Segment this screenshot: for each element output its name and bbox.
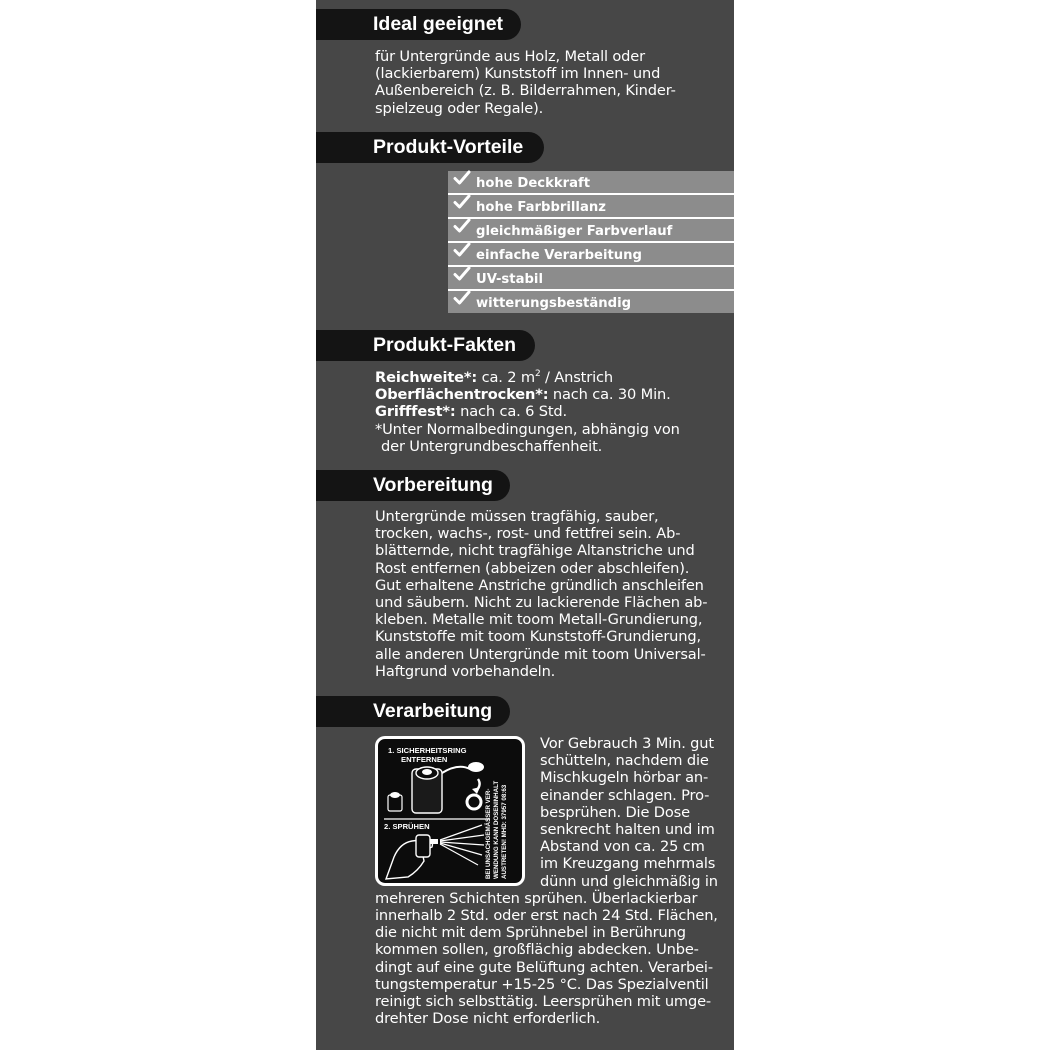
ideal-text xyxy=(375,48,676,117)
fact-reichweite xyxy=(375,369,680,386)
text-line: die nicht mit dem Sprühnebel in Berührung xyxy=(375,924,686,942)
check-icon xyxy=(453,217,471,235)
benefit-item xyxy=(448,267,734,291)
benefit-item xyxy=(448,291,734,313)
fact-label: Grifffest*: xyxy=(375,403,456,421)
warning-line: WENDUNG KANN DOSENINHALT xyxy=(493,780,500,879)
benefit-item xyxy=(448,219,734,243)
text-line: Gut erhaltene Anstriche gründlich anschleifen xyxy=(375,576,704,594)
benefit-label: hohe Farbbrillanz xyxy=(476,200,606,215)
section-header-verarbeitung: Verarbeitung xyxy=(316,696,510,727)
text-line: Haftgrund vorbehandeln. xyxy=(375,662,556,680)
text-line: und säubern. Nicht zu lackierende Flächen ab- xyxy=(375,594,708,612)
fact-oberflaeche xyxy=(375,386,680,403)
text-line: schütteln, nachdem die xyxy=(540,752,709,770)
text-line: tungstemperatur +15-25 °C. Das Spezialventil xyxy=(375,975,709,993)
text-line: dünn und gleichmäßig in xyxy=(540,872,718,890)
check-icon xyxy=(453,265,471,283)
text-line: trocken, wachs-, rost- und fettfrei sein. Ab- xyxy=(375,525,681,543)
section-header-ideal: Ideal geeignet xyxy=(316,9,521,40)
fact-label: Oberflächentrocken*: xyxy=(375,386,549,404)
text-line: Vor Gebrauch 3 Min. gut xyxy=(540,735,714,752)
benefit-label: witterungsbeständig xyxy=(476,296,632,311)
text-line: kleben. Metalle mit toom Metall-Grundierung, xyxy=(375,611,703,629)
step1-label-2: ENTFERNEN xyxy=(401,755,448,764)
benefit-label: UV-stabil xyxy=(476,272,543,287)
text-line: für Untergründe aus Holz, Metall oder xyxy=(375,48,645,65)
text-line: kommen sollen, großflächig abdecken. Unbe- xyxy=(375,941,699,959)
step1-label: 1. SICHERHEITSRING xyxy=(388,746,467,755)
text-line: Kunststoffe mit toom Kunststoff-Grundierung, xyxy=(375,628,701,646)
text-line: blätternde, nicht tragfähige Altanstriche und xyxy=(375,542,695,560)
product-info-panel xyxy=(316,0,734,1050)
benefit-label: gleichmäßiger Farbverlauf xyxy=(476,224,673,239)
fact-suffix: / Anstrich xyxy=(540,369,613,386)
step2-label: 2. SPRÜHEN xyxy=(384,822,430,831)
text-line: einander schlagen. Pro- xyxy=(540,786,710,804)
text-line: alle anderen Untergründe mit toom Universal- xyxy=(375,645,706,663)
check-icon xyxy=(453,289,471,307)
fact-griff xyxy=(375,403,680,420)
fact-label: Reichweite*: xyxy=(375,369,478,386)
text-line: besprühen. Die Dose xyxy=(540,803,690,821)
fact-value: nach ca. 6 Std. xyxy=(455,403,568,421)
text-line: drehter Dose nicht erforderlich. xyxy=(375,1010,601,1028)
text-line: Außenbereich (z. B. Bilderrahmen, Kinder- xyxy=(375,82,676,100)
fakten-text xyxy=(375,369,680,455)
fact-value: nach ca. 30 Min. xyxy=(548,386,671,404)
benefit-item xyxy=(448,195,734,219)
section-header-vorteile: Produkt-Vorteile xyxy=(316,132,544,163)
footnote-line: der Untergrundbeschaffenheit. xyxy=(381,437,603,455)
text-line: Untergründe müssen tragfähig, sauber, xyxy=(375,508,659,525)
text-line: (lackierbarem) Kunststoff im Innen- und xyxy=(375,65,661,83)
benefit-label: einfache Verarbeitung xyxy=(476,248,642,263)
text-line: spielzeug oder Regale). xyxy=(375,99,544,117)
benefit-label: hohe Deckkraft xyxy=(476,176,591,191)
text-line: Abstand von ca. 25 cm xyxy=(540,838,705,856)
text-line: reinigt sich selbsttätig. Leersprühen mit umge- xyxy=(375,993,712,1011)
section-header-vorbereitung: Vorbereitung xyxy=(316,470,510,501)
check-icon xyxy=(453,169,471,187)
benefit-item xyxy=(448,243,734,267)
text-line: Rost entfernen (abbeizen oder abschleifen). xyxy=(375,559,690,577)
footnote-line: *Unter Normalbedingungen, abhängig von xyxy=(375,420,680,438)
fact-superscript: 2 xyxy=(534,369,541,380)
warning-line: BEI UNSACHGEMÄSSER VER- xyxy=(485,788,492,879)
check-icon xyxy=(453,241,471,259)
section-header-fakten: Produkt-Fakten xyxy=(316,330,535,361)
text-line: mehreren Schichten sprühen. Überlackierbar xyxy=(375,889,698,907)
text-line: im Kreuzgang mehrmals xyxy=(540,855,716,873)
text-line: Mischkugeln hörbar an- xyxy=(540,769,709,787)
text-line: dingt auf eine gute Belüftung achten. Verarbei- xyxy=(375,958,713,976)
verarbeitung-text xyxy=(375,735,718,1027)
fact-value: ca. 2 m xyxy=(477,369,535,386)
text-line: innerhalb 2 Std. oder erst nach 24 Std. Flächen, xyxy=(375,907,718,925)
check-icon xyxy=(453,193,471,211)
warning-line: AUSTRETEN! MHD: 37957 08:63 xyxy=(501,784,508,879)
vorbereitung-text xyxy=(375,508,707,680)
benefit-item xyxy=(448,171,734,195)
text-line: senkrecht halten und im xyxy=(540,821,715,839)
benefit-list xyxy=(448,171,734,313)
